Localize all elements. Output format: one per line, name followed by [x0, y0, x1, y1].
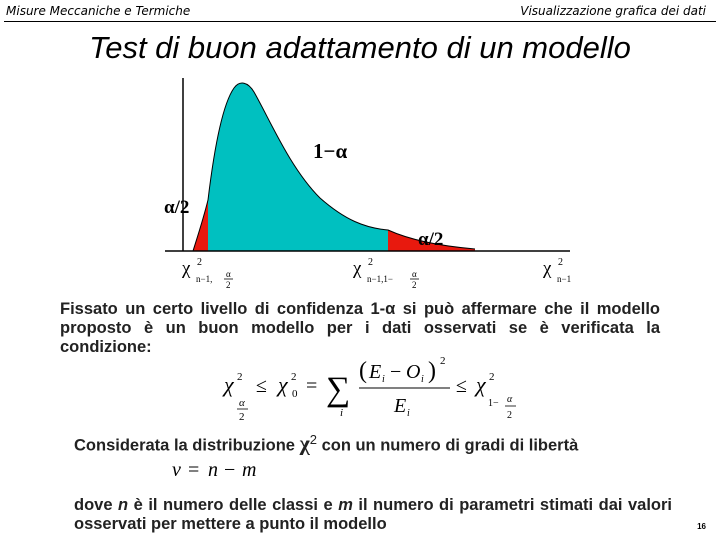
svg-text:i: i [340, 407, 344, 419]
chi-superscript: 2 [309, 432, 317, 447]
svg-text:0: 0 [292, 388, 298, 400]
svg-text:2: 2 [558, 257, 563, 268]
distribution-text-end: con un numero di gradi di libertà [321, 436, 579, 455]
variable-m: m [338, 496, 353, 514]
svg-text:n−1,1−: n−1,1− [367, 274, 393, 284]
svg-text:χ: χ [182, 258, 191, 279]
svg-text:α: α [507, 394, 513, 405]
svg-text:i: i [421, 374, 424, 385]
header-course-title: Misure Meccaniche e Termiche [6, 4, 191, 18]
central-area [208, 83, 388, 251]
svg-text:≤: ≤ [256, 375, 267, 397]
svg-text:−: − [224, 459, 236, 481]
definition-text-2: è il numero delle classi e [133, 496, 333, 514]
svg-text:1−: 1− [488, 398, 499, 409]
definition-text-1: dove [74, 496, 113, 514]
svg-text:2: 2 [368, 257, 373, 268]
distribution-text-start: Considerata la distribuzione [74, 436, 295, 455]
svg-text:E: E [369, 361, 382, 383]
svg-text:−: − [390, 361, 402, 383]
svg-text:2: 2 [440, 355, 446, 367]
header-rule [4, 21, 716, 22]
svg-text:α: α [239, 397, 245, 409]
svg-text:2: 2 [197, 257, 202, 268]
svg-text:χ: χ [353, 258, 362, 279]
svg-text:m: m [242, 459, 257, 481]
svg-text:2: 2 [489, 371, 495, 383]
label-right-alpha-half: α/2 [418, 229, 444, 250]
chi-square-test-formula [222, 350, 522, 426]
svg-text:n−1: n−1 [557, 274, 572, 284]
svg-text:n−1,: n−1, [196, 274, 213, 284]
label-left-alpha-half: α/2 [164, 197, 190, 218]
svg-text:χ: χ [476, 372, 486, 397]
page-number: 16 [697, 522, 706, 531]
svg-text:i: i [382, 374, 385, 385]
label-one-minus-alpha: 1−α [313, 139, 348, 163]
svg-text:2: 2 [237, 371, 243, 383]
svg-text:χ: χ [543, 258, 552, 279]
svg-text:n: n [208, 459, 218, 481]
svg-text:O: O [406, 361, 421, 383]
svg-text:2: 2 [291, 371, 297, 383]
svg-text:χ: χ [224, 372, 234, 397]
tick-label-left [181, 257, 233, 290]
svg-text:2: 2 [239, 411, 245, 423]
chi-square-distribution-figure [150, 70, 590, 290]
header-section-title: Visualizzazione grafica dei dati [520, 4, 706, 18]
distribution-paragraph [74, 430, 672, 456]
definition-text-3: il numero di parametri stimati dai valori osservati per mettere a punto il modello [74, 496, 672, 533]
definition-paragraph [74, 496, 672, 534]
svg-text:=: = [188, 459, 200, 481]
svg-text:α: α [412, 269, 417, 279]
svg-text:∑: ∑ [326, 371, 351, 408]
svg-text:ν: ν [172, 459, 181, 481]
svg-text:): ) [428, 358, 436, 384]
svg-text:≤: ≤ [456, 375, 467, 397]
svg-text:i: i [407, 408, 410, 419]
svg-text:(: ( [359, 358, 367, 384]
svg-text:α: α [226, 269, 231, 279]
svg-text:2: 2 [412, 280, 417, 290]
tick-label-middle [352, 257, 419, 290]
svg-text:2: 2 [507, 410, 512, 421]
svg-text:=: = [306, 375, 318, 397]
degrees-of-freedom-formula [172, 456, 272, 482]
variable-n: n [118, 496, 129, 514]
svg-text:E: E [394, 395, 407, 417]
tick-label-right [542, 257, 571, 284]
svg-text:2: 2 [226, 280, 231, 290]
svg-text:χ: χ [278, 372, 288, 397]
chi-symbol: χ [299, 430, 310, 456]
condition-paragraph: Fissato un certo livello di confidenza 1-α si può affermare che il modello proposto è un buon modello per i dati osservati se è verificata la condizione: [60, 300, 660, 356]
slide-title: Test di buon adattamento di un modello [89, 30, 631, 65]
